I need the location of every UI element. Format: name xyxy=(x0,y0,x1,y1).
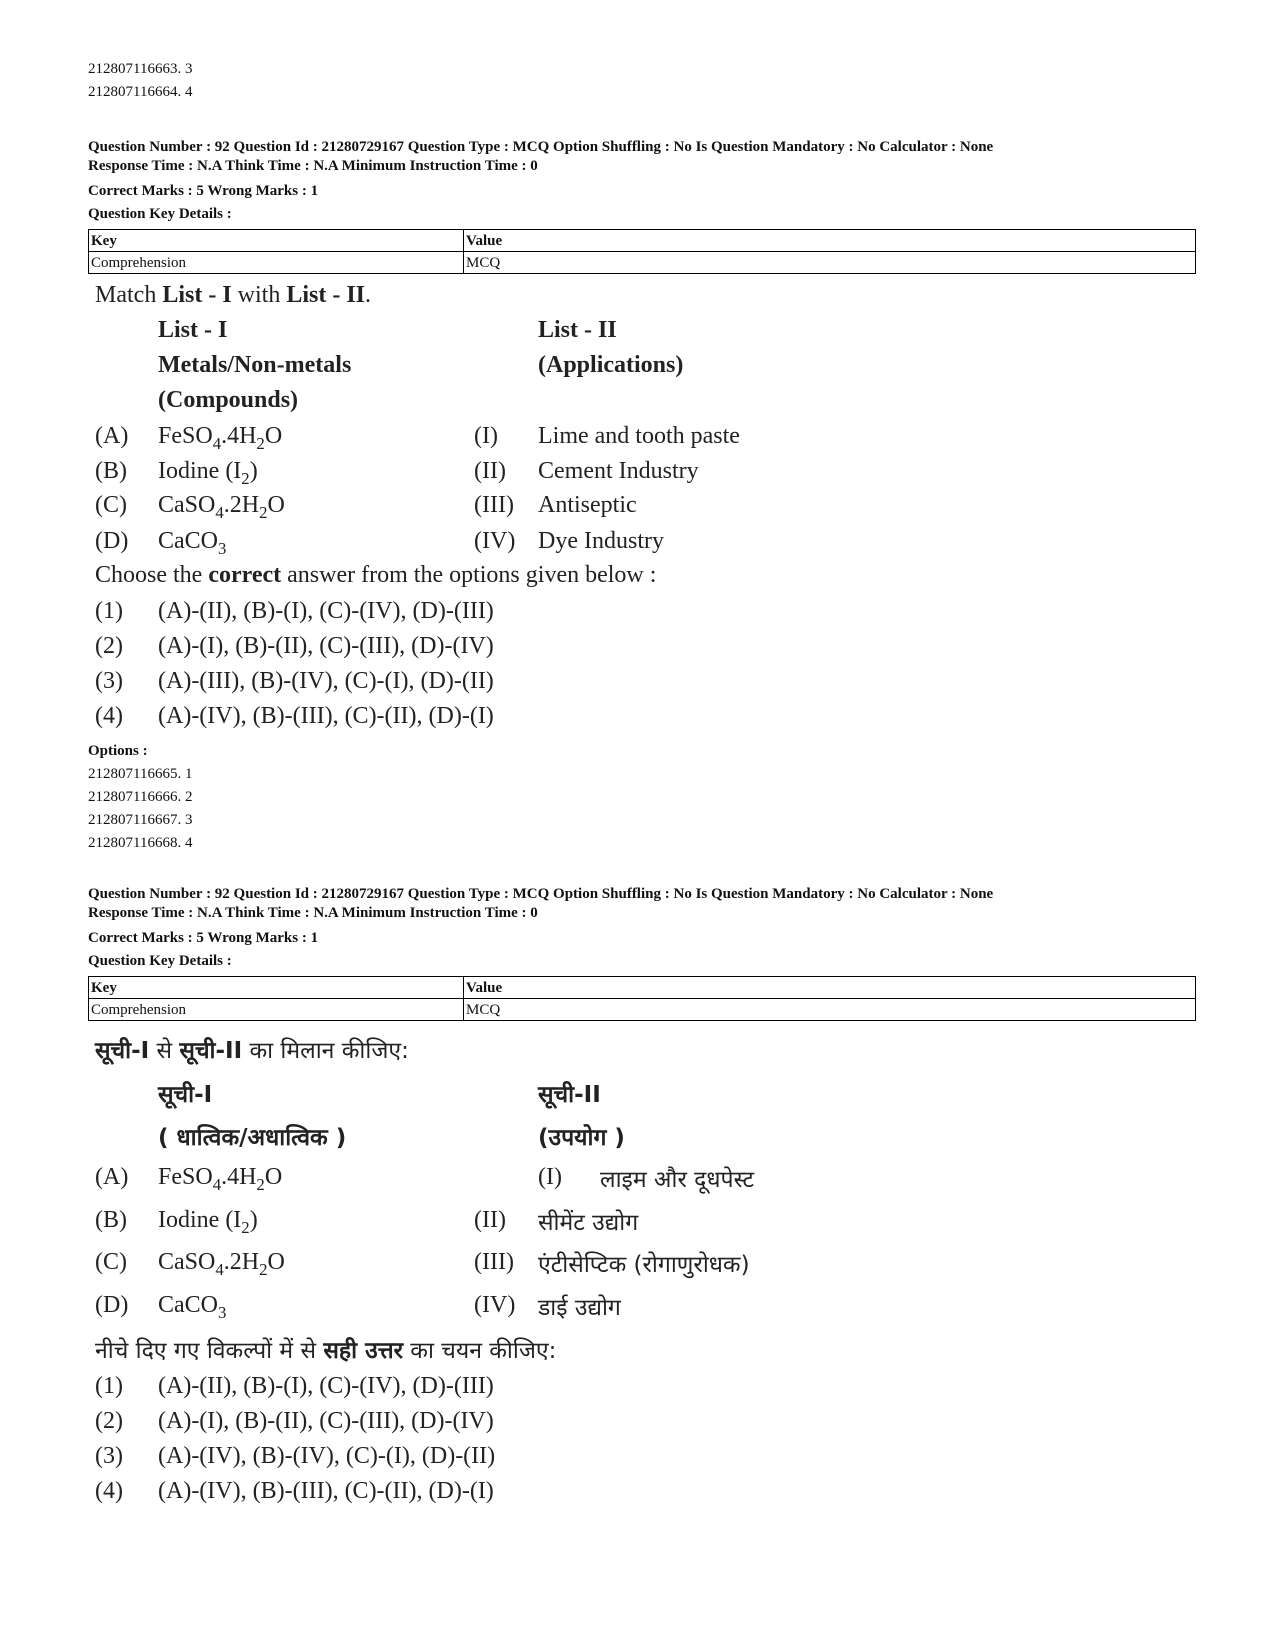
row-letter: (B) xyxy=(95,1207,127,1233)
question-meta xyxy=(88,885,1198,923)
list1-title: List - I xyxy=(158,317,228,343)
choose-instruction: Choose the correct answer from the options given below : xyxy=(95,562,657,588)
option-line: 212807116667. 3 xyxy=(88,812,193,828)
option-line: 212807116668. 4 xyxy=(88,835,193,851)
answer-number: (3) xyxy=(95,668,123,694)
options-label: Options : xyxy=(88,743,148,759)
option-line: 212807116663. 3 xyxy=(88,61,193,77)
question-meta-line: Question Number : 92 Question Id : 21280729167 Question Type : MCQ Option Shuffling : No Is Question Mandatory : No Calculator : None xyxy=(88,886,994,902)
key-details-table xyxy=(88,976,1196,1021)
row-letter: (B) xyxy=(95,458,127,484)
intro-list2: List - II xyxy=(286,282,366,308)
list2-title: List - II xyxy=(538,317,617,343)
marks-line: Correct Marks : 5 Wrong Marks : 1 xyxy=(88,930,319,946)
row-roman: (IV) xyxy=(474,528,516,554)
answer-text: (A)-(IV), (B)-(IV), (C)-(I), (D)-(II) xyxy=(158,1443,496,1469)
compound-d: CaCO$_3$ xyxy=(158,1292,227,1322)
compound-c: $CaSO_4.2H_2O$ xyxy=(158,492,285,522)
list1-subtitle: Metals/Non-metals xyxy=(158,352,352,378)
row-application: एंटीसेप्टिक (रोगाणुरोधक) xyxy=(538,1252,750,1278)
row-application: Dye Industry xyxy=(538,528,664,554)
intro-text: with xyxy=(231,282,287,308)
answer-number: (4) xyxy=(95,1478,123,1504)
row-letter: (A) xyxy=(95,423,129,449)
table-header-row xyxy=(89,230,1196,252)
row-application: सीमेंट उद्योग xyxy=(538,1210,639,1236)
intro-text: . xyxy=(365,282,372,308)
row-application: Cement Industry xyxy=(538,458,699,484)
row-roman: (I) xyxy=(474,423,498,449)
table-cell-key: Comprehension xyxy=(89,999,464,1021)
list2-title: सूची-II xyxy=(538,1082,601,1108)
list2-subtitle: (Applications) xyxy=(538,352,684,378)
option-line: 212807116665. 1 xyxy=(88,766,193,782)
table-header-value: Value xyxy=(464,230,1196,252)
options-list xyxy=(88,763,192,855)
answer-text: (A)-(IV), (B)-(III), (C)-(II), (D)-(I) xyxy=(158,703,494,729)
compound-c: $CaSO_4.2H_2O$ xyxy=(158,1249,285,1279)
table-header-key: Key xyxy=(89,977,464,999)
row-letter: (D) xyxy=(95,1292,129,1318)
compound-b: Iodine $(I_2)$ xyxy=(158,458,258,488)
list1-subtitle: (Compounds) xyxy=(158,387,299,413)
key-details-label: Question Key Details : xyxy=(88,953,232,969)
row-letter: (C) xyxy=(95,1249,127,1275)
row-application: डाई उद्योग xyxy=(538,1295,621,1321)
row-roman: (III) xyxy=(474,1249,514,1275)
answer-number: (1) xyxy=(95,1373,123,1399)
compound-a: $FeSO_4.4H_2O$ xyxy=(158,1164,283,1194)
answer-number: (1) xyxy=(95,598,123,624)
row-application: Lime and tooth paste xyxy=(538,423,740,449)
answer-text: (A)-(IV), (B)-(III), (C)-(II), (D)-(I) xyxy=(158,1478,494,1504)
row-roman: (I) xyxy=(538,1164,562,1190)
question-meta-line: Question Number : 92 Question Id : 21280729167 Question Type : MCQ Option Shuffling : No Is Question Mandatory : No Calculator : None xyxy=(88,139,994,155)
table-header-key: Key xyxy=(89,230,464,252)
row-roman: (II) xyxy=(474,458,506,484)
option-line: 212807116666. 2 xyxy=(88,789,193,805)
table-row xyxy=(89,252,1196,274)
compound-d: CaCO$_3$ xyxy=(158,528,227,558)
list2-subtitle: (उपयोग ) xyxy=(538,1125,625,1151)
question-meta-line: Response Time : N.A Think Time : N.A Minimum Instruction Time : 0 xyxy=(88,905,538,921)
compound-a: $FeSO_4.4H_2O$ xyxy=(158,423,283,453)
answer-text: (A)-(II), (B)-(I), (C)-(IV), (D)-(III) xyxy=(158,598,494,624)
row-application: लाइम और दूधपेस्ट xyxy=(600,1167,755,1193)
row-roman: (III) xyxy=(474,492,514,518)
intro-text: Match xyxy=(95,282,163,308)
row-letter: (D) xyxy=(95,528,129,554)
answer-text: (A)-(I), (B)-(II), (C)-(III), (D)-(IV) xyxy=(158,1408,494,1434)
intro-list1: List - I xyxy=(162,282,232,308)
table-cell-key: Comprehension xyxy=(89,252,464,274)
answer-number: (4) xyxy=(95,703,123,729)
answer-number: (3) xyxy=(95,1443,123,1469)
question-intro: सूची-I से सूची-II का मिलान कीजिए: xyxy=(95,1038,409,1064)
choose-instruction: नीचे दिए गए विकल्पों में से सही उत्तर का चयन कीजिए: xyxy=(95,1338,557,1364)
table-row xyxy=(89,999,1196,1021)
list1-subtitle: ( धात्विक/अधात्विक ) xyxy=(158,1125,347,1151)
answer-text: (A)-(I), (B)-(II), (C)-(III), (D)-(IV) xyxy=(158,633,494,659)
row-letter: (A) xyxy=(95,1164,129,1190)
table-header-row xyxy=(89,977,1196,999)
answer-text: (A)-(II), (B)-(I), (C)-(IV), (D)-(III) xyxy=(158,1373,494,1399)
row-roman: (II) xyxy=(474,1207,506,1233)
previous-options xyxy=(88,58,192,104)
key-details-label: Question Key Details : xyxy=(88,206,232,222)
question-intro xyxy=(95,282,371,309)
question-meta xyxy=(88,138,1198,176)
table-header-value: Value xyxy=(464,977,1196,999)
key-details-table xyxy=(88,229,1196,274)
compound-b: Iodine $(I_2)$ xyxy=(158,1207,258,1237)
table-cell-value: MCQ xyxy=(464,999,1196,1021)
row-roman: (IV) xyxy=(474,1292,516,1318)
marks-line: Correct Marks : 5 Wrong Marks : 1 xyxy=(88,183,319,199)
answer-number: (2) xyxy=(95,633,123,659)
answer-number: (2) xyxy=(95,1408,123,1434)
answer-text: (A)-(III), (B)-(IV), (C)-(I), (D)-(II) xyxy=(158,668,494,694)
row-letter: (C) xyxy=(95,492,127,518)
row-application: Antiseptic xyxy=(538,492,637,518)
question-meta-line: Response Time : N.A Think Time : N.A Minimum Instruction Time : 0 xyxy=(88,158,538,174)
option-line: 212807116664. 4 xyxy=(88,84,193,100)
list1-title: सूची-I xyxy=(158,1082,213,1108)
table-cell-value: MCQ xyxy=(464,252,1196,274)
